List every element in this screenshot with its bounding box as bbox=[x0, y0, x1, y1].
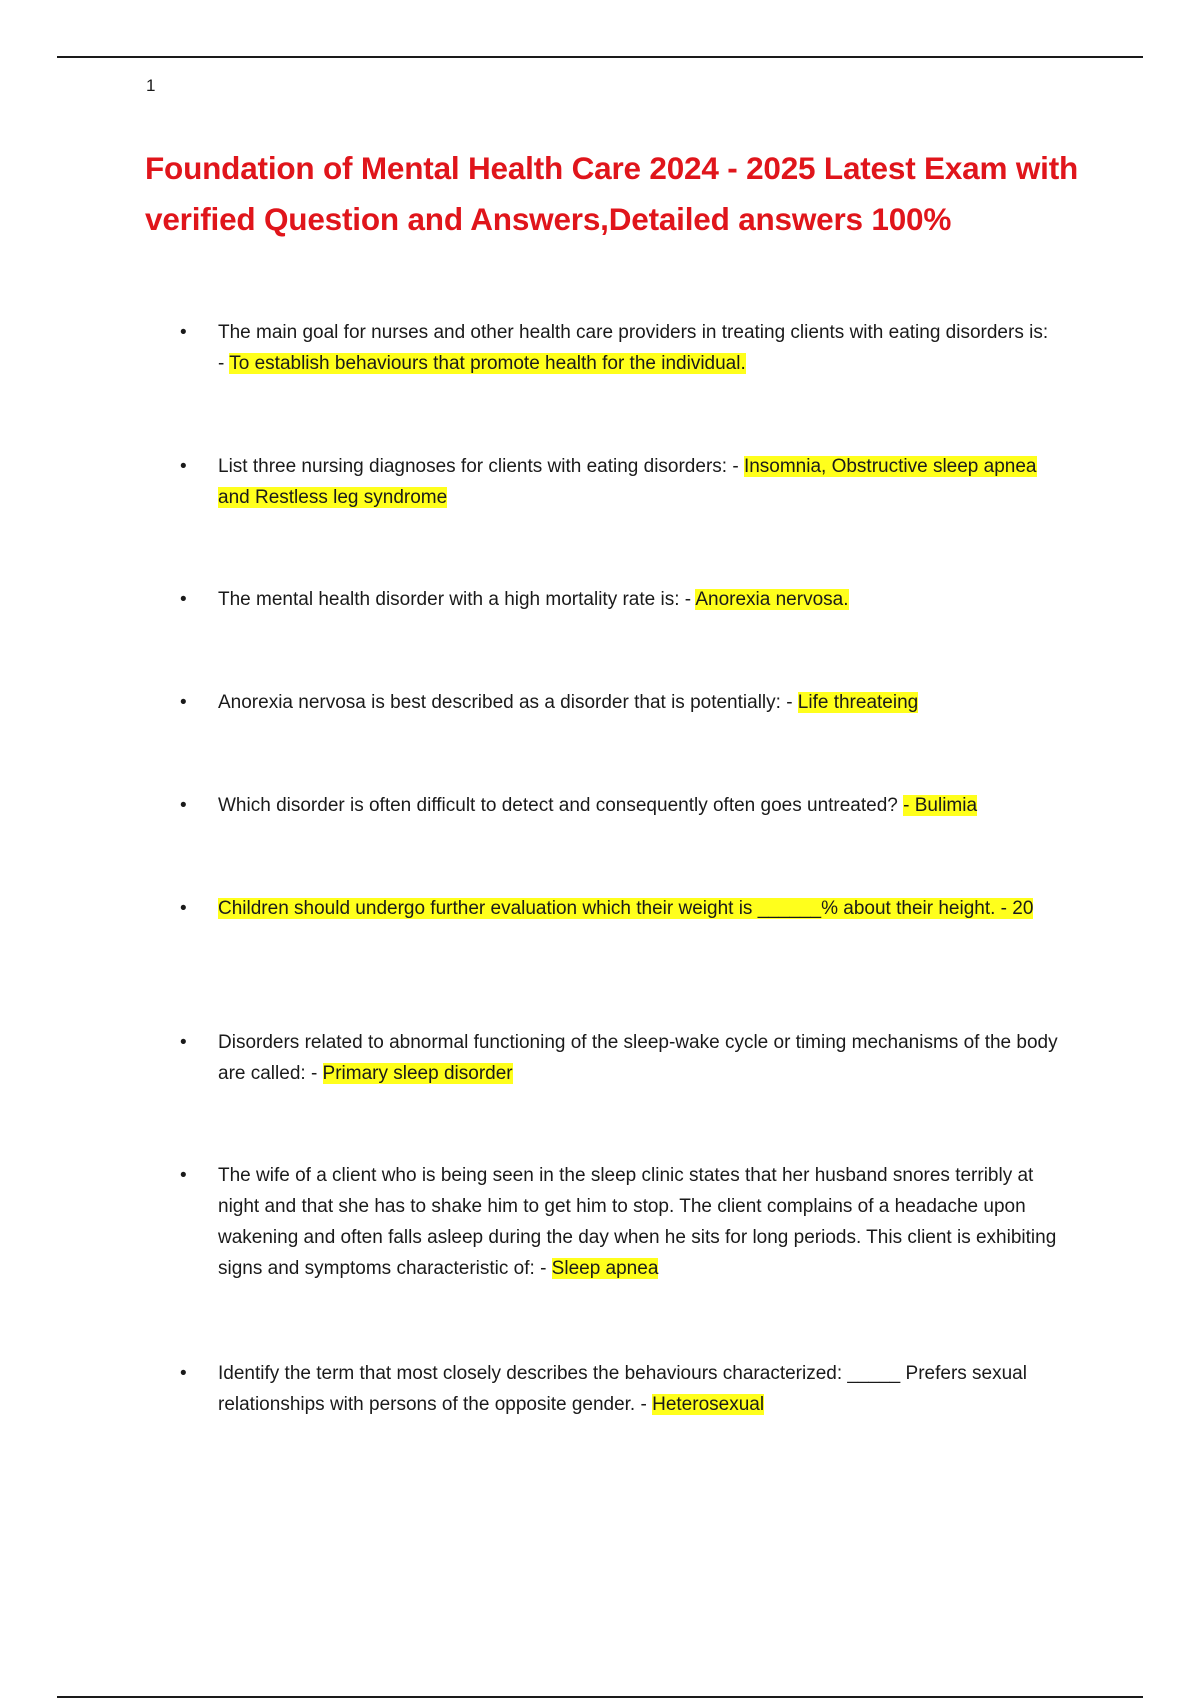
answer-text: Anorexia nervosa. bbox=[695, 589, 849, 610]
bullet-dot-icon: • bbox=[180, 1363, 187, 1384]
answer-text: Heterosexual bbox=[652, 1394, 765, 1415]
bullet-dot-icon: • bbox=[180, 456, 187, 477]
bullet-dot-icon: • bbox=[180, 589, 187, 610]
question-text: Identify the term that most closely describes the behaviours characterized: _____ Prefers sexual relationships with persons of the opposite gender. - bbox=[218, 1363, 1027, 1415]
bullet-dot-icon: • bbox=[180, 898, 187, 919]
question-text: List three nursing diagnoses for clients with eating disorders: - bbox=[218, 456, 744, 477]
answer-text: To establish behaviours that promote health for the individual. bbox=[229, 353, 746, 374]
question-answer-text bbox=[218, 451, 1058, 513]
answer-text: Primary sleep disorder bbox=[322, 1063, 513, 1084]
question-answer-text bbox=[218, 1160, 1058, 1284]
bullet-dot-icon: • bbox=[180, 322, 187, 343]
question-text: The main goal for nurses and other health care providers in treating clients with eating disorders is: - bbox=[218, 322, 1049, 374]
question-answer-text bbox=[218, 790, 1058, 821]
answer-text: Sleep apnea bbox=[551, 1258, 659, 1279]
question-answer-text bbox=[218, 584, 1058, 615]
answer-text: Insomnia, Obstructive sleep apnea and Restless leg syndrome bbox=[218, 456, 1037, 508]
bullet-dot-icon: • bbox=[180, 795, 187, 816]
question-answer-text bbox=[218, 1358, 1058, 1420]
footer-rule bbox=[57, 1696, 1143, 1698]
bullet-dot-icon: • bbox=[180, 1032, 187, 1053]
question-text: The mental health disorder with a high mortality rate is: - bbox=[218, 589, 696, 610]
answer-text: - Bulimia bbox=[903, 795, 978, 816]
question-answer-text bbox=[218, 317, 1058, 379]
answer-text: Life threateing bbox=[797, 692, 919, 713]
question-answer-text bbox=[218, 687, 1058, 718]
question-text: Disorders related to abnormal functioning of the sleep-wake cycle or timing mechanisms of the body are called: - bbox=[218, 1032, 1058, 1084]
document-title: Foundation of Mental Health Care 2024 - 2025 Latest Exam with verified Question and Answers,Detailed answers 100% bbox=[145, 150, 1079, 237]
question-answer-text bbox=[218, 893, 1058, 924]
bullet-dot-icon: • bbox=[180, 1165, 187, 1186]
bullet-dot-icon: • bbox=[180, 692, 187, 713]
question-text: Which disorder is often difficult to detect and consequently often goes untreated? bbox=[218, 795, 904, 816]
page-number: 1 bbox=[146, 76, 156, 95]
answer-text: Children should undergo further evaluation which their weight is ______% about their height. - 20 bbox=[218, 898, 1034, 919]
question-answer-text bbox=[218, 1027, 1058, 1089]
question-text: Anorexia nervosa is best described as a disorder that is potentially: - bbox=[218, 692, 798, 713]
question-text: The wife of a client who is being seen in the sleep clinic states that her husband snores terribly at night and that she has to shake him to get him to stop. The client complains of a headache upon wakening and often falls asleep during the day when he sits for long periods. This client is exhibiting signs and symptoms characteristic of: - bbox=[218, 1165, 1057, 1279]
